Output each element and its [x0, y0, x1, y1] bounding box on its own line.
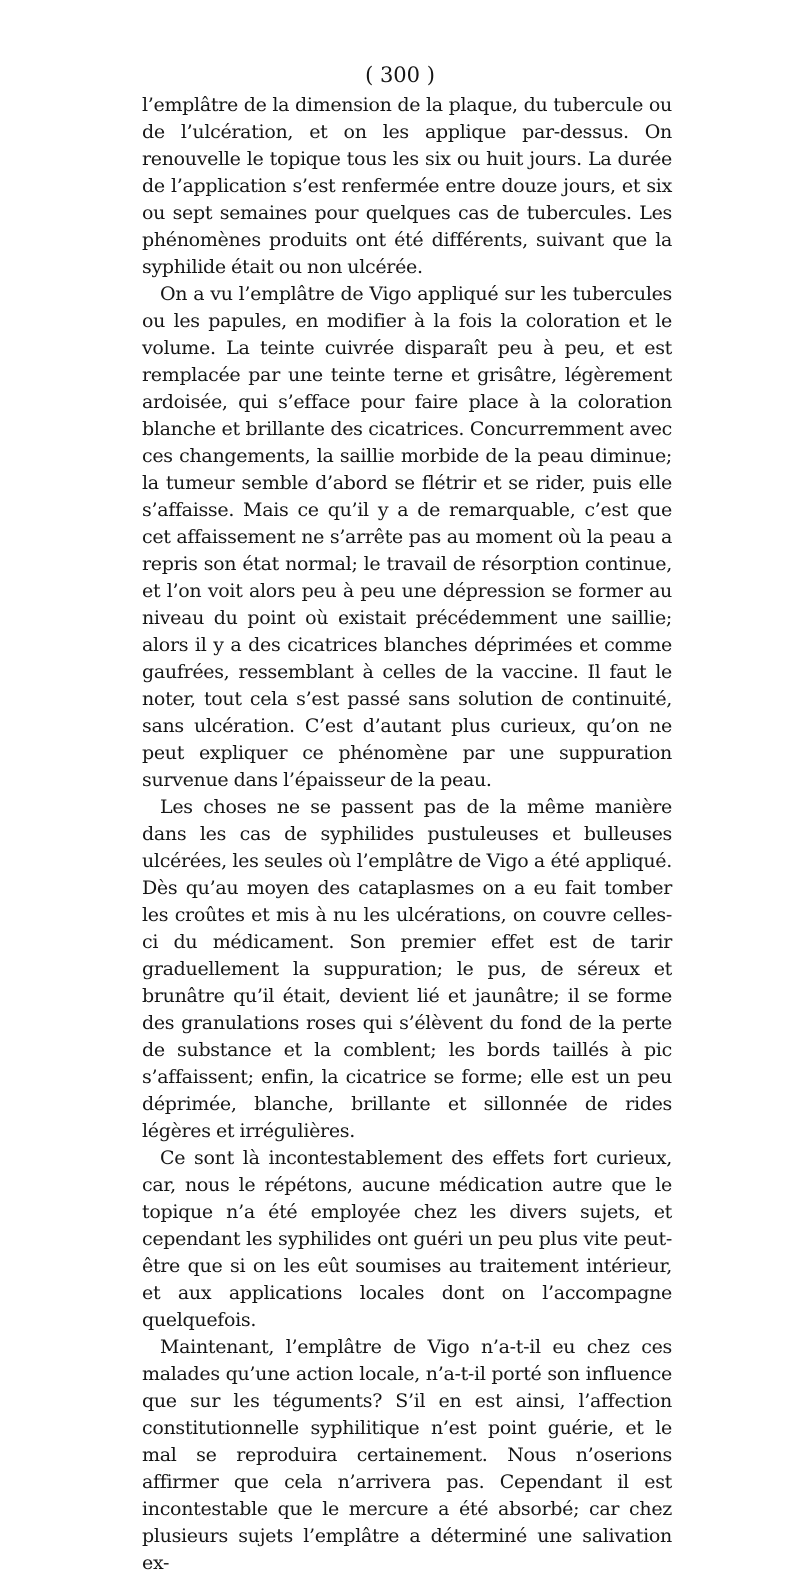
body-text	[142, 92, 672, 1577]
paragraph: Maintenant, l’emplâtre de Vigo n’a-t-il eu chez ces malades qu’une action locale, n’a-t-il porté son influence que sur les téguments? S’il en est ainsi, l’affection constitutionnelle syphilitique n’est point guérie, et le mal se reproduira certainement. Nous n’oserions affirmer que cela n’arrivera pas. Cependant il est incontestable que le mercure a été absorbé; car chez plusieurs sujets l’emplâtre a déterminé une salivation ex-	[142, 1336, 672, 1574]
paragraph: On a vu l’emplâtre de Vigo appliqué sur les tubercules ou les papules, en modifier à la fois la coloration et le volume. La teinte cuivrée disparaît peu à peu, et est remplacée par une teinte terne et grisâtre, légèrement ardoisée, qui s’efface pour faire place à la coloration blanche et brillante des cicatrices. Concurremment avec ces changements, la saillie morbide de la peau diminue; la tumeur semble d’abord se flétrir et se rider, puis elle s’affaisse. Mais ce qu’il y a de remarquable, c’est que cet affaissement ne s’arrête pas au moment où la peau a repris son état normal; le travail de résorption continue, et l’on voit alors peu à peu une dépression se former au niveau du point où existait précédemment une saillie; alors il y a des cicatrices blanches déprimées et comme gaufrées, ressemblant à celles de la vaccine. Il faut le noter, tout cela s’est passé sans solution de continuité, sans ulcération. C’est d’autant plus curieux, qu’on ne peut expliquer ce phénomène par une suppuration survenue dans l’épaisseur de la peau.	[142, 283, 672, 791]
paragraph: Les choses ne se passent pas de la même manière dans les cas de syphilides pustuleuses et bulleuses ulcérées, les seules où l’emplâtre de Vigo a été appliqué. Dès qu’au moyen des cataplasmes on a eu fait tomber les croûtes et mis à nu les ulcérations, on couvre celles-ci du médicament. Son premier effet est de tarir graduellement la suppuration; le pus, de séreux et brunâtre qu’il était, devient lié et jaunâtre; il se forme des granulations roses qui s’élèvent du fond de la perte de substance et la comblent; les bords taillés à pic s’affaissent; enfin, la cicatrice se forme; elle est un peu déprimée, blanche, brillante et sillonnée de rides légères et irrégulières.	[142, 796, 672, 1142]
paragraph: Ce sont là incontestablement des effets fort curieux, car, nous le répétons, aucune médication autre que le topique n’a été employée chez les divers sujets, et cependant les syphilides ont guéri un peu plus vite peut-être que si on les eût soumises au traitement intérieur, et aux applications locales dont on l’accompagne quelquefois.	[142, 1147, 672, 1331]
page-number: ( 300 )	[365, 63, 435, 87]
paragraph: l’emplâtre de la dimension de la plaque, du tubercule ou de l’ulcération, et on les applique par-dessus. On renouvelle le topique tous les six ou huit jours. La durée de l’application s’est renfermée entre douze jours, et six ou sept semaines pour quelques cas de tubercules. Les phénomènes produits ont été différents, suivant que la syphilide était ou non ulcérée.	[142, 94, 672, 278]
